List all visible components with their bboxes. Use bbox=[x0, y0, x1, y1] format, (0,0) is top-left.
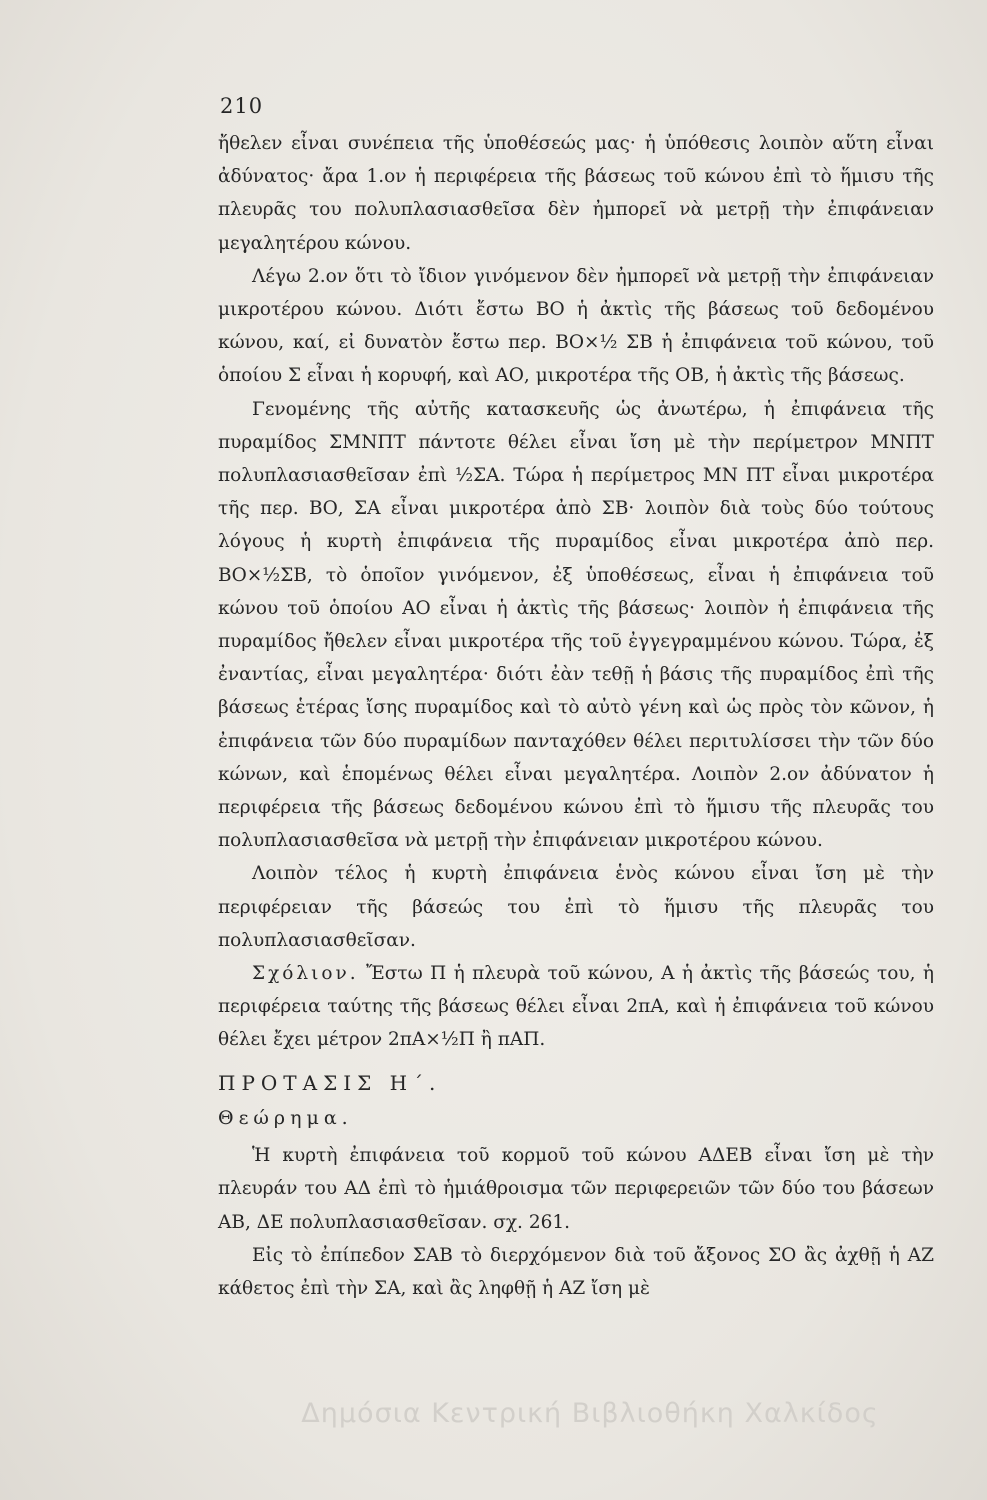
paragraph: ἤθελεν εἶναι συνέπεια τῆς ὑποθέσεώς μας· ἡ ὑπόθεσις λοιπὸν αὕτη εἶναι ἀδύνατος· ἄρα 1.ον ἡ περιφέρεια τῆς βάσεως τοῦ κώνου ἐπὶ τὸ ἥμισυ τῆς πλευρᾶς του πολυπλασιασθεῖσα δὲν ἠμπορεῖ νὰ μετρῇ τὴν ἐπιφάνειαν μεγαλητέρου κώνου. bbox=[218, 133, 934, 254]
scholion-label: Σχόλιον. bbox=[252, 963, 359, 985]
paragraph: Λέγω 2.ον ὅτι τὸ ἴδιον γινόμενον δὲν ἠμπορεῖ νὰ μετρῇ τὴν ἐπιφάνειαν μικροτέρου κώνου. Διότι ἔστω ΒΟ ἡ ἀκτὶς τῆς βάσεως τοῦ δεδομένου κώνου, καί, εἰ δυνατὸν ἔστω περ. ΒΟ×½ ΣΒ ἡ ἐπιφάνεια τοῦ κώνου, τοῦ ὁποίου Σ εἶναι ἡ κορυφή, καὶ ΑΟ, μικροτέρα τῆς ΟΒ, ἡ ἀκτὶς τῆς βάσεως. bbox=[218, 265, 934, 387]
library-watermark: Δημόσια Κεντρική Βιβλιοθήκη Χαλκίδος bbox=[301, 1398, 879, 1429]
scholion-text: Ἔστω Π ἡ πλευρὰ τοῦ κώνου, Α ἡ ἀκτὶς τῆς βάσεώς του, ἡ περιφέρεια ταύτης τῆς βάσεως θέλει εἶναι 2πΑ, καὶ ἡ ἐπιφάνεια τοῦ κώνου θέλει ἔχει μέτρον 2πΑ×½Π ἢ πΑΠ. bbox=[218, 963, 934, 1051]
page-body bbox=[218, 127, 934, 1305]
proposition-heading: ΠΡΟΤΑΣΙΣ Η΄. bbox=[218, 1070, 442, 1095]
scholion-paragraph bbox=[218, 957, 934, 1057]
page-number: 210 bbox=[220, 94, 264, 118]
theorem-paragraph: Εἰς τὸ ἐπίπεδον ΣΑΒ τὸ διερχόμενον διὰ τοῦ ἄξονος ΣΟ ἂς ἀχθῇ ἡ ΑΖ κάθετος ἐπὶ τὴν ΣΑ, καὶ ἂς ληφθῇ ἡ ΑΖ ἴση μὲ bbox=[218, 1244, 934, 1299]
theorem-heading: Θεώρημα. bbox=[218, 1106, 353, 1129]
theorem-paragraph: Ἡ κυρτὴ ἐπιφάνεια τοῦ κορμοῦ τοῦ κώνου ΑΔΕΒ εἶναι ἴση μὲ τὴν πλευράν του ΑΔ ἐπὶ τὸ ἡμιάθροισμα τῶν περιφερειῶν τῶν δύο του βάσεων ΑΒ, ΔΕ πολυπλασιασθεῖσαν. σχ. 261. bbox=[218, 1145, 934, 1233]
paragraph: Λοιπὸν τέλος ἡ κυρτὴ ἐπιφάνεια ἑνὸς κώνου εἶναι ἴση μὲ τὴν περιφέρειαν τῆς βάσεώς του ἐπὶ τὸ ἥμισυ τῆς πλευρᾶς του πολυπλασιασθεῖσαν. bbox=[218, 863, 934, 951]
paragraph: Γενομένης τῆς αὐτῆς κατασκευῆς ὡς ἀνωτέρω, ἡ ἐπιφάνεια τῆς πυραμίδος ΣΜΝΠΤ πάντοτε θέλει εἶναι ἴση μὲ τὴν περίμετρον ΜΝΠΤ πολυπλασιασθεῖσαν ἐπὶ ½ΣΑ. Τώρα ἡ περίμετρος ΜΝ ΠΤ εἶναι μικροτέρα τῆς περ. ΒΟ, ΣΑ εἶναι μικροτέρα ἀπὸ ΣΒ· λοιπὸν διὰ τοὺς δύο τούτους λόγους ἡ κυρτὴ ἐπιφάνεια τῆς πυραμίδος εἶναι μικροτέρα ἀπὸ περ. ΒΟ×½ΣΒ, τὸ ὁποῖον γινόμενον, ἐξ ὑποθέσεως, εἶναι ἡ ἐπιφάνεια τοῦ κώνου τοῦ ὁποίου ΑΟ εἶναι ἡ ἀκτὶς τῆς βάσεως· λοιπὸν ἡ ἐπιφάνεια τῆς πυραμίδος ἤθελεν εἶναι μικροτέρα τῆς τοῦ ἐγγεγραμμένου κώνου. Τώρα, ἐξ ἐναντίας, εἶναι μεγαλητέρα· διότι ἐὰν τεθῇ ἡ βάσις τῆς πυραμίδος ἐπὶ τῆς βάσεως ἑτέρας ἴσης πυραμίδος καὶ τὸ αὐτὸ γένη καὶ ὡς πρὸς τὸν κῶνον, ἡ ἐπιφάνεια τῶν δύο πυραμίδων πανταχόθεν θέλει περιτυλίσσει τὴν τῶν δύο κώνων, καὶ ἑπομένως θέλει εἶναι μεγαλητέρα. Λοιπὸν 2.ον ἀδύνατον ἡ περιφέρεια τῆς βάσεως δεδομένου κώνου ἐπὶ τὸ ἥμισυ τῆς πλευρᾶς του πολυπλασιασθεῖσα νὰ μετρῇ τὴν ἐπιφάνειαν μικροτέρου κώνου. bbox=[218, 398, 934, 852]
